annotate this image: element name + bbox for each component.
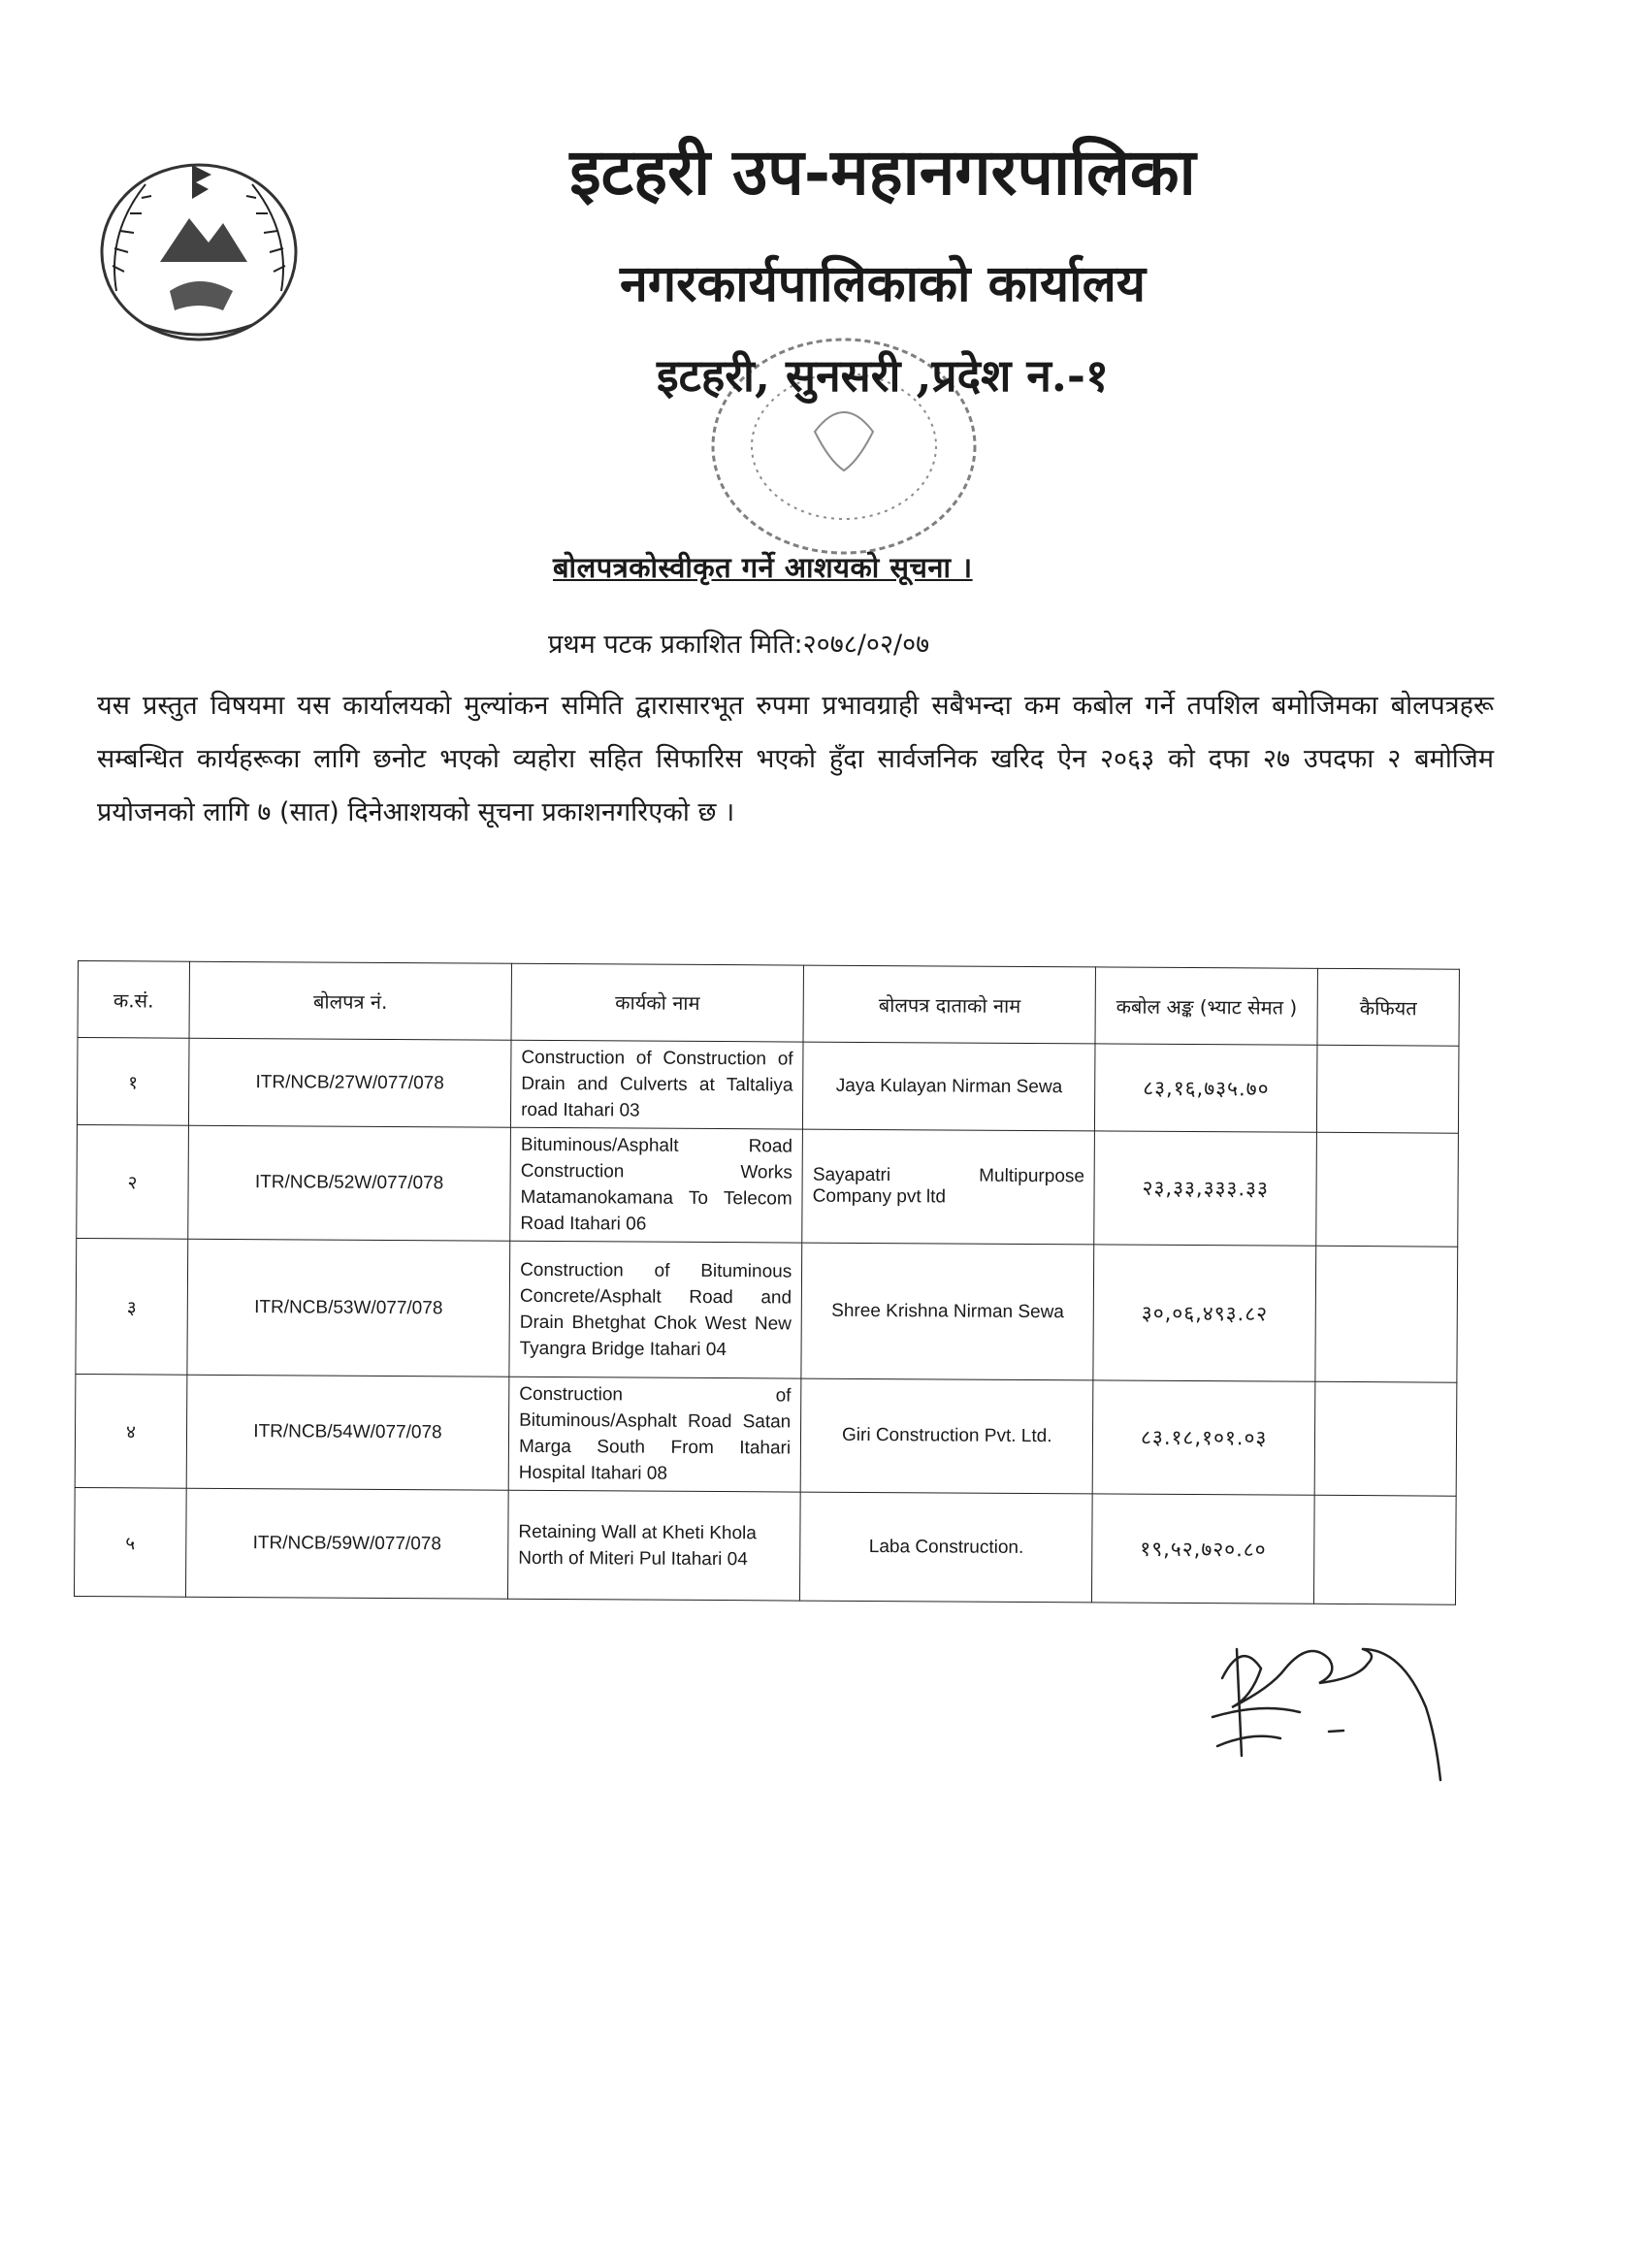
cell-bid-no: ITR/NCB/27W/077/078 [188, 1038, 511, 1127]
header-bidder: बोलपत्र दाताको नाम [803, 965, 1096, 1044]
notice-title: बोलपत्रकोस्वीकृत गर्ने आशयको सूचना । [553, 551, 973, 584]
header-remarks: कैफियत [1317, 968, 1459, 1046]
handwritten-signature-icon [1193, 1610, 1455, 1785]
cell-sn: ४ [75, 1374, 187, 1488]
cell-bid-no: ITR/NCB/59W/077/078 [185, 1488, 508, 1599]
cell-amount: ८३.१८,१०१.०३ [1092, 1380, 1314, 1495]
cell-work: Construction of Bituminous Concrete/Asphalt Road and Drain Bhetghat Chok West New Tyangra Bridge Itahari 04 [509, 1241, 802, 1378]
header-amount: कबोल अङ्क (भ्याट सेमत ) [1095, 967, 1317, 1045]
table-row [76, 1238, 1458, 1382]
cell-remarks [1316, 1045, 1459, 1133]
header-work: कार्यको नाम [511, 963, 804, 1042]
cell-remarks [1316, 1132, 1459, 1247]
office-address: इटहरी, सुनसरी ,प्रदेश न.-१ [657, 349, 1109, 402]
bids-table [74, 960, 1460, 1605]
cell-bidder: Sayapatri Multipurpose Company pvt ltd [802, 1129, 1095, 1245]
table-row [77, 1124, 1459, 1247]
table-row [74, 1487, 1456, 1604]
cell-work: Retaining Wall at Kheti Khola North of Miteri Pul Itahari 04 [508, 1490, 801, 1601]
cell-bid-no: ITR/NCB/54W/077/078 [186, 1375, 509, 1490]
cell-amount: २३,३३,३३३.३३ [1094, 1131, 1316, 1246]
table-row [77, 1038, 1459, 1134]
cell-work: Construction of Construction of Drain and Culverts at Taltaliya road Itahari 03 [511, 1040, 804, 1129]
cell-amount: १९,५२,७२०.८० [1092, 1494, 1314, 1604]
cell-remarks [1314, 1381, 1457, 1496]
cell-sn: ३ [76, 1238, 188, 1375]
cell-bidder: Giri Construction Pvt. Ltd. [800, 1378, 1093, 1494]
cell-sn: १ [77, 1038, 188, 1126]
cell-sn: २ [77, 1124, 189, 1239]
cell-bid-no: ITR/NCB/52W/077/078 [188, 1125, 511, 1241]
published-date: प्रथम पटक प्रकाशित मिति:२०७८/०२/०७ [548, 630, 930, 660]
header-bid-no: बोलपत्र नं. [189, 961, 512, 1040]
cell-bidder: Shree Krishna Nirman Sewa [801, 1243, 1094, 1380]
cell-remarks [1314, 1495, 1457, 1604]
organization-name: इटहरी उप-महानगरपालिका [569, 134, 1196, 210]
cell-bid-no: ITR/NCB/53W/077/078 [187, 1239, 510, 1377]
cell-bidder: Jaya Kulayan Nirman Sewa [803, 1042, 1096, 1131]
cell-work: Bituminous/Asphalt Road Construction Works Matamanokamana To Telecom Road Itahari 06 [510, 1127, 803, 1243]
notice-body: यस प्रस्तुत विषयमा यस कार्यालयको मुल्यांकन समिति द्वारासारभूत रुपमा प्रभावग्राही सबैभन्दा कम कबोल गर्ने तपशिल बमोजिमका बोलपत्रहरू सम्बन्धित कार्यहरूका लागि छनोट भएको व्यहोरा सहित सिफारिस भएको हुँदा सार्वजनिक खरिद ऐन २०६३ को दफा २७ उपदफा २ बमोजिम प्रयोजनको लागि ७ (सात) दिनेआशयको सूचना प्रकाशनगरिएको छ । [97, 691, 1494, 827]
office-name: नगरकार्यपालिकाको कार्यालय [619, 254, 1147, 313]
cell-work: Construction of Bituminous/Asphalt Road Satan Marga South From Itahari Hospital Itahari 08 [508, 1377, 801, 1492]
table-header-row [78, 961, 1459, 1047]
table-row [75, 1374, 1457, 1496]
cell-amount: ३०,०६,४९३.८२ [1093, 1245, 1316, 1381]
cell-remarks [1315, 1246, 1458, 1382]
header-sn: क.सं. [78, 961, 189, 1039]
cell-sn: ५ [74, 1487, 186, 1597]
cell-bidder: Laba Construction. [800, 1492, 1093, 1603]
cell-amount: ८३,१६,७३५.७० [1095, 1044, 1317, 1132]
